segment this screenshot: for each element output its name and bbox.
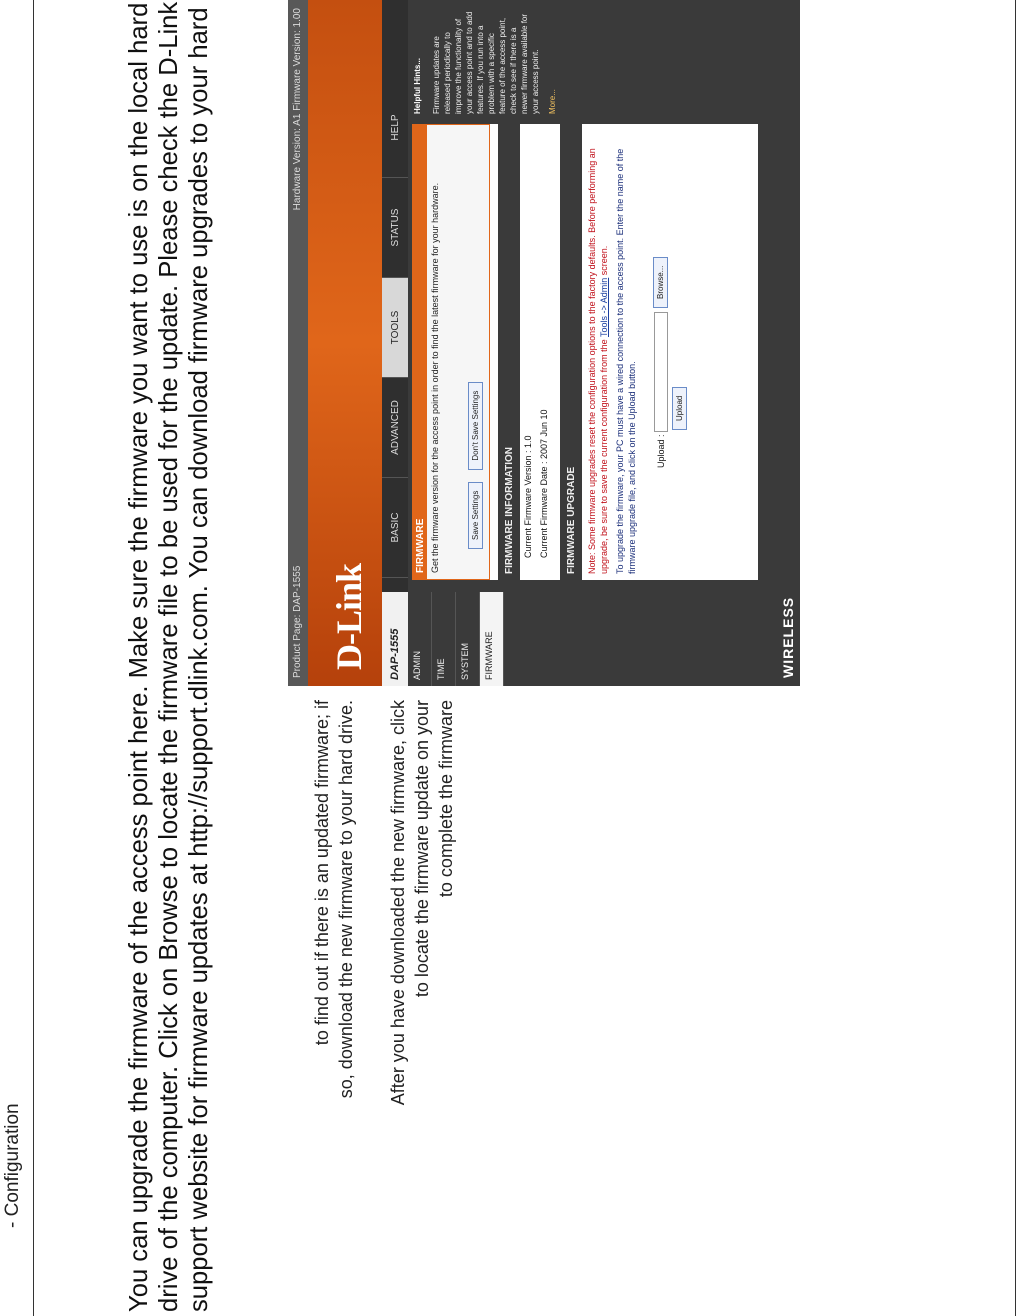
intro-line: You can upgrade the firmware of the access point here. Make sure the firmware you want to use is on the local hard [125, 2, 153, 1312]
top-bar [288, 0, 308, 686]
firmware-info-panel [498, 124, 552, 580]
upgrade-note-text: Note: Some firmware upgrades reset the configuration options to the factory defaults. Before performing an upgrade, be sure to save the current configuration from the [587, 148, 609, 574]
firmware-info-title: FIRMWARE INFORMATION [498, 124, 520, 580]
dlink-logo: D-Link [329, 563, 369, 670]
intro-paragraph [124, 0, 214, 1312]
wireless-label: WIRELESS [780, 596, 796, 678]
version-label: Hardware Version: A1 Firmware Version: 1.00 [292, 8, 303, 211]
firmware-panel-text: Get the firmware version for the access point in order to find the latest firmware for your hardware. [430, 182, 440, 573]
model-badge: DAP-1555 [382, 592, 408, 686]
browse-button[interactable]: Browse... [653, 257, 668, 308]
upgrade-instructions: To upgrade the firmware, your PC must have a wired connection to the access point. Enter the name of the firmware upgrade file, and click on the Upload button. [615, 148, 637, 574]
save-settings-button[interactable]: Save Settings [468, 482, 483, 549]
menu-item-time[interactable]: TIME [432, 592, 456, 686]
menu-item-admin[interactable]: ADMIN [408, 592, 432, 686]
tools-admin-link[interactable]: Tools -> Admin [599, 277, 609, 338]
tab-help[interactable]: HELP [382, 78, 408, 178]
footer-bar [776, 0, 800, 686]
side-line: to complete the firmware [436, 700, 456, 898]
side-line: so, download the new firmware to your hard drive. [336, 700, 356, 1099]
current-firmware-date: Current Firmware Date : 2007 Jun 10 [539, 409, 549, 558]
main-content [412, 124, 758, 580]
router-screenshot [288, 0, 800, 686]
tab-status[interactable]: STATUS [382, 178, 408, 278]
upload-file-input[interactable] [654, 312, 668, 432]
firmware-panel-title: FIRMWARE [413, 125, 427, 579]
help-body: Firmware updates are released periodically to improve the functionality of your access point and to add features. If you run into a problem with a specific feature of the access point, check to see if there is a newer firmware available for your access point. [432, 11, 540, 114]
left-menu [408, 592, 618, 686]
help-more-link[interactable]: More... [548, 89, 557, 114]
tab-tools[interactable]: TOOLS [382, 278, 408, 378]
firmware-upgrade-panel [560, 124, 682, 580]
left-rule [33, 0, 34, 1316]
settings-buttons [468, 382, 483, 549]
side-paragraph-1 [310, 700, 358, 1190]
help-column [408, 0, 628, 120]
tab-advanced[interactable]: ADVANCED [382, 378, 408, 478]
upgrade-note [582, 124, 610, 580]
upload-button[interactable]: Upload [672, 387, 687, 430]
help-title: Helpful Hints... [413, 58, 422, 114]
menu-item-firmware[interactable]: FIRMWARE [480, 592, 504, 686]
intro-line: drive of the computer. Click on Browse to locate the firmware file to be used for the update. Please check the D-Link [155, 1, 183, 1312]
firmware-upgrade-title: FIRMWARE UPGRADE [560, 124, 582, 580]
upgrade-note-end: screen. [599, 245, 609, 276]
section-label: - Configuration [2, 1103, 23, 1228]
tab-basic[interactable]: BASIC [382, 478, 408, 578]
upload-row [642, 124, 682, 580]
nav-tabs [382, 78, 408, 578]
right-rule [1015, 0, 1016, 1316]
brand-banner [308, 0, 382, 686]
upload-label: Upload : [656, 434, 666, 468]
firmware-panel [412, 124, 490, 580]
side-line: to locate the firmware update on your [412, 700, 432, 998]
menu-item-system[interactable]: SYSTEM [456, 592, 480, 686]
product-page-label: Product Page: DAP-1555 [292, 565, 303, 678]
nav-bar [382, 0, 408, 686]
side-line: After you have downloaded the new firmware, click [388, 700, 408, 1106]
side-paragraph-2 [386, 700, 458, 1190]
dont-save-settings-button[interactable]: Don't Save Settings [468, 382, 483, 470]
intro-line: support website for firmware updates at http://support.dlink.com. You can download firmware upgrades to your hard [185, 7, 213, 1312]
current-firmware-version: Current Firmware Version : 1.0 [523, 435, 533, 558]
side-line: to find out if there is an updated firmware; if [312, 700, 332, 1046]
